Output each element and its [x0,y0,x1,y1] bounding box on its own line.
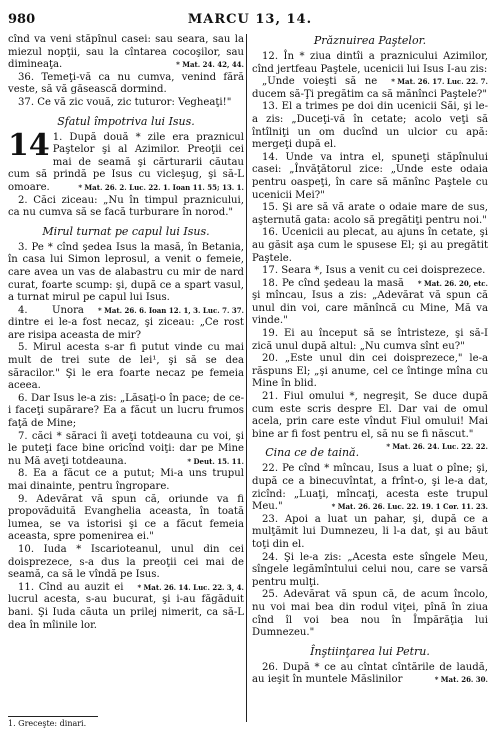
running-title: MARCU 13, 14. [187,12,313,27]
verse-14-6: 6. Dar Isus le-a zis: „Lăsaţi-o în pace; de ce-i faceţi supărare? Ea a făcut un lucru frumos faţă de Mine; [8,392,244,430]
verse-14-15: 15. Şi are să vă arate o odaie mare de sus, aşternută gata: acolo să pregătiţi pentru noi." [252,202,488,226]
verse-14-10: 10. Iuda * Iscarioteanul, unul din cei doisprezece, s-a dus la preoţii cei mai de seamă, ca să le vîndă pe Isus. * Mat. 26. 14. Luc. 22. 3, 4. [8,544,244,582]
verse-14-9: 9. Adevărat vă spun că, oriunde va fi propovăduită Evanghelia aceasta, în toată lumea, se va istorisi şi ce a făcut femeia aceasta, spre pomenirea ei." [8,493,244,543]
section-heading: Înştiinţarea lui Petru. [310,644,430,658]
verse-14-12: 12. În * ziua dintîi a praznicului Azimilor, cînd jertfeau Paştele, ucenicii lui Isus I-au zis: * Mat. 26. 17. Luc. 22. 7. [252,51,488,76]
section-heading: Mirul turnat pe capul lui Isus. [42,224,210,238]
verse-14-22: 22. Pe cînd * mîncau, Isus a luat o pîne; şi, după ce a binecuvîntat, a frînt-o, şi le-a dat, zicînd: „Luaţi, mîncaţi, acesta este trupul Meu." * Mat. 26. 26. Luc. 22. 19. 1 Cor. 11. 23. [252,463,488,513]
verse-14-2: 2. Căci ziceau: „Nu în timpul praznicului, ca nu cumva să se facă turburare în norod." [8,194,244,219]
cross-reference: * Mat. 26. 17. Luc. 22. 7. [391,77,488,87]
verse-14-4: 4. Unora dintre ei le-a fost necaz, şi ziceau: „Ce rost are risipa aceasta de mir? [8,304,244,341]
cross-reference: * Mat. 26. 6. Ioan 12. 1, 3. Luc. 7. 37. [97,305,244,315]
cross-reference: * Deut. 15. 11. [187,456,244,466]
cross-reference: * Mat. 26. 30. [434,675,488,685]
verse-14-7: 7. căci * săraci îi aveţi totdeauna cu voi, şi le puteţi face bine oricînd voiţi: dar pe Mine nu Mă aveţi totdeauna. * Deut. 15. 11. [8,430,244,467]
cross-reference: * Mat. 26. 2. Luc. 22. 1. Ioan 11. 55; 13. 1. [78,182,244,192]
verse-14-12-cont: „Unde voieşti să ne ducem să-Ţi pregătim ca să mănînci Paştele?" [252,76,487,100]
cross-reference: * Mat. 26. 14. Luc. 22. 3, 4. [137,582,244,592]
footnote: 1. Greceşte: dinari. [8,719,87,728]
chapter-number: 14 [8,127,50,163]
section-heading: Cina ce de taină. [265,446,360,460]
cross-reference: * Mat. 26. 24. Luc. 22. 22. [386,442,488,452]
verse-14-14: 14. Unde va intra el, spuneţi stăpînului casei: „Învăţătorul zice: „Unde este odaia pentru oaspeţi, în care să mănînc Paştele cu ucenicii Mei?" [252,151,488,201]
right-column [252,34,488,702]
verse-14-19: 19. Ei au început să se întristeze, şi să-I zică unul după altul: „Nu cumva sînt eu?" [252,328,488,352]
verse-14-18: 18. Pe cînd şedeau la masă şi mîncau, Isus a zis: „Adevărat vă spun că unul din voi, care mănîncă cu Mine, Mă va vinde." [252,277,488,327]
column-divider [246,34,247,722]
page-header [8,12,492,30]
verse-14-16: 16. Ucenicii au plecat, au ajuns în cetate, şi au găsit aşa cum le spusese El; şi au pregătit Paştele. [252,227,488,264]
verse-14-17: 17. Seara *, Isus a venit cu cei doisprezece. * Mat. 26. 20, etc. [252,265,488,278]
verse-37: 37. Ce vă zic vouă, zic tuturor: Vegheaţi!" [18,96,232,108]
verse-14-23: 23. Apoi a luat un pahar, şi, după ce a mulţămit lui Dumnezeu, li l-a dat, şi au băut toţi din el. [252,513,488,550]
footnote-divider [8,716,98,717]
cross-reference: * Mat. 24. 42, 44. [176,60,244,70]
verse-14-21: 21. Fiul omului *, negreşit, Se duce după cum este scris despre El. Dar vai de omul acela, prin care este vîndut Fiul omului! Mai bine ar fi fost pentru el, să nu se fi născut." * Mat. 26. 24. Luc. 22. 22. [252,391,488,441]
verse-14-24: 24. Şi le-a zis: „Acesta este sîngele Meu, sîngele legămîntului celui nou, care se varsă pentru mulţi. [252,551,488,588]
section-heading: Prăznuirea Paştelor. [313,34,427,47]
verse-35-cont: cînd va veni stăpînul casei: sau seara, sau la miezul nopţii, sau la cîntarea cocoşilor, sau dimineaţa. * Mat. 24. 42, 44. [8,34,244,71]
verse-14-11: 11. Cînd au auzit ei lucrul acesta, s-au bucurat, şi i-au făgăduit bani. Şi Iuda căuta un prilej nimerit, ca să-L dea în mîinile lor. [8,581,244,631]
verse-14-13: 13. El a trimes pe doi din ucenicii Săi, şi le-a zis: „Duceţi-vă în cetate; acolo veţi să întîlniţi un om ducînd un ulcior cu apă: mergeţi după el. [252,101,488,151]
verse-14-8: 8. Ea a făcut ce a putut; Mi-a uns trupul mai dinainte, pentru îngropare. [8,468,244,492]
verse-14-26: 26. După * ce au cîntat cîntările de laudă, au ieşit în muntele Măslinilor * Mat. 26. 30. [252,661,488,686]
page-number: 980 [8,12,36,27]
verse-14-3: 3. Pe * cînd şedea Isus la masă, în Betania, în casa lui Simon leprosul, a venit o femeie, care avea un vas de alabastru cu mir de nard curat, foarte scump: şi, după ce a spart vasul, a turnat mirul pe capul lui Isus. * Mat. 26. 6. Ioan 12. 1, 3. Luc. 7. 37. [8,242,244,305]
verse-14-5: 5. Mirul acesta s-ar fi putut vinde cu mai mult de trei sute de lei¹, şi să se dea săracilor." Şi le era foarte necaz pe femeia aceea. [8,342,244,392]
verse-14-1: 14 1. După două * zile era praznicul Paştelor şi al Azimilor. Preoţii cei mai de seamă şi cărturarii căutau cum să prindă pe Isus cu vicleşug, şi să-L omoare. * Mat. 26. 2. Luc. 22. 1. Ioan 11. 55; 13. 1. [8,127,244,193]
verse-36: 36. Temeţi-vă ca nu cumva, venind fără veste, să vă găsească dormind. [8,71,244,96]
section-heading: Sfatul împotriva lui Isus. [57,114,195,128]
verse-14-25: 25. Adevărat vă spun că, de acum încolo, nu voi mai bea din rodul viţei, pînă în ziua cînd îl voi bea nou în Împărăţia lui Dumnezeu." [252,589,488,639]
cross-reference: * Mat. 26. 20, etc. [417,278,488,288]
cross-reference: * Mat. 26. 26. Luc. 22. 19. 1 Cor. 11. 23. [331,502,488,512]
verse-14-20: 20. „Este unul din cei doisprezece," le-a răspuns El; „şi anume, cel ce întinge mîna cu Mine în blid. [252,353,488,390]
left-column [8,34,244,702]
